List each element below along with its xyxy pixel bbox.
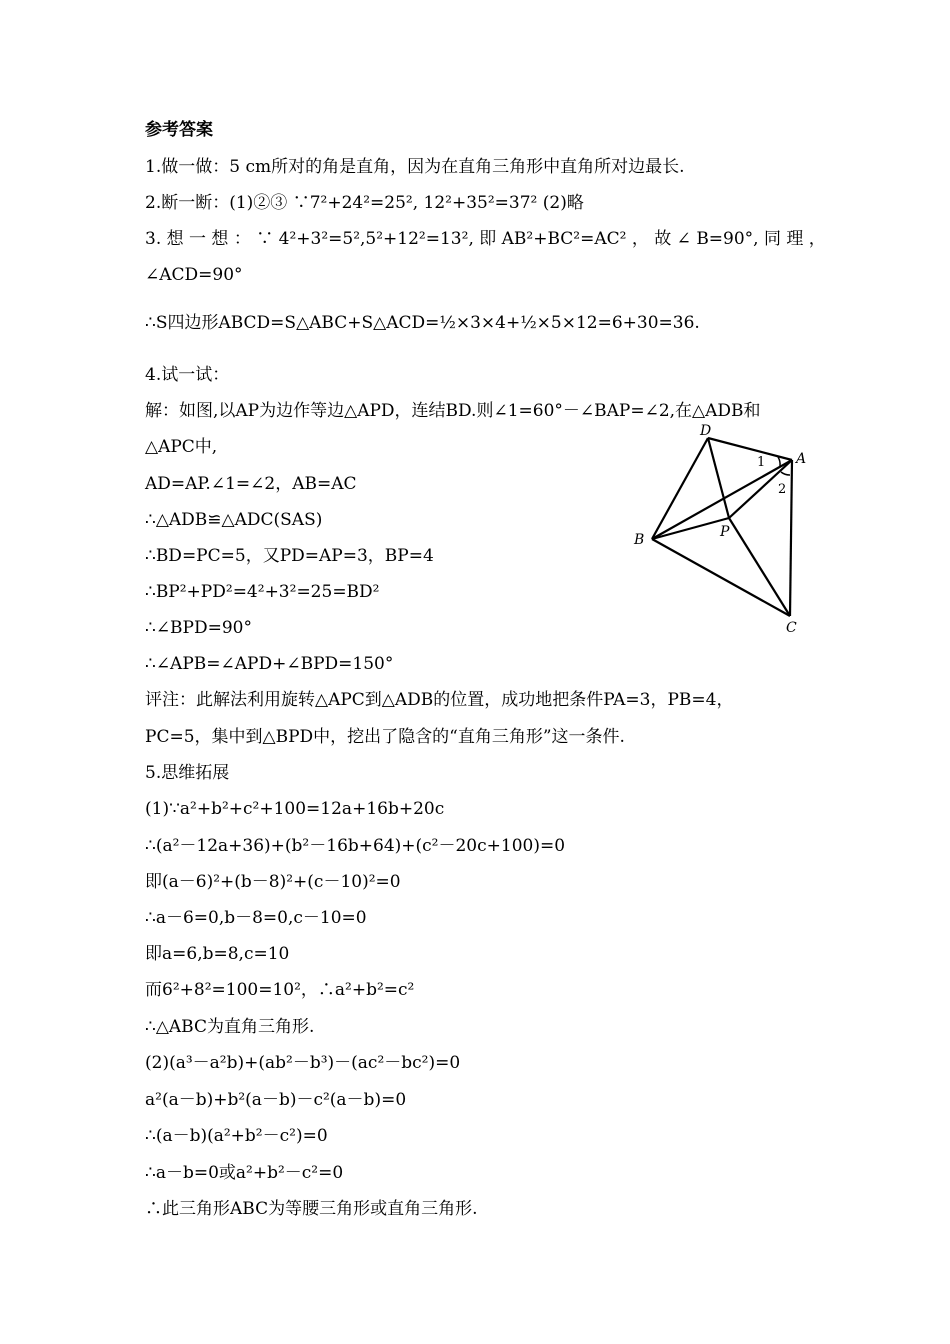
- answer-line-4: ∠ACD=90°: [145, 265, 243, 285]
- label-C: C: [786, 620, 797, 636]
- answer-line-21: ∴a－6=0,b－8=0,c－10=0: [145, 908, 367, 928]
- answer-line-18: (1)∵a²+b²+c²+100=12a+16b+20c: [145, 799, 445, 819]
- answer-line-16: PC=5，集中到△BPD中，挖出了隐含的“直角三角形”这一条件.: [145, 727, 625, 747]
- answer-line-9: AD=AP.∠1=∠2，AB=AC: [145, 474, 357, 494]
- answer-line-11: ∴BD=PC=5，又PD=AP=3，BP=4: [145, 546, 434, 566]
- answer-line-1: 1.做一做：5 cm所对的角是直角，因为在直角三角形中直角所对边最长.: [145, 157, 685, 177]
- answer-line-8: △APC中,: [145, 437, 218, 457]
- label-A: A: [796, 451, 807, 467]
- label-D: D: [700, 423, 712, 439]
- answer-line-29: ∴此三角形ABC为等腰三角形或直角三角形.: [145, 1199, 478, 1219]
- answer-line-27: ∴(a－b)(a²+b²－c²)=0: [145, 1126, 328, 1146]
- answer-line-7: 解：如图,以AP为边作等边△APD，连结BD.则∠1=60°－∠BAP=∠2,在△ADB和: [145, 401, 761, 421]
- answer-line-26: a²(a－b)+b²(a－b)－c²(a－b)=0: [145, 1090, 407, 1110]
- answer-line-2: 2.断一断：(1)②③ ∵7²+24²=25², 12²+35²=37² (2)略: [145, 193, 584, 213]
- answer-line-15: 评注：此解法利用旋转△APC到△ADB的位置，成功地把条件PA=3，PB=4，: [145, 690, 734, 710]
- answer-line-28: ∴a－b=0或a²+b²－c²=0: [145, 1163, 344, 1183]
- answer-line-12: ∴BP²+PD²=4²+3²=25=BD²: [145, 582, 380, 602]
- answer-line-20: 即(a－6)²+(b－8)²+(c－10)²=0: [145, 872, 401, 892]
- answer-line-6: 4.试一试：: [145, 365, 230, 385]
- answer-line-22: 即a=6,b=8,c=10: [145, 944, 290, 964]
- answer-line-25: (2)(a³－a²b)+(ab²－b³)－(ac²－bc²)=0: [145, 1053, 461, 1073]
- answer-line-5: ∴S四边形ABCD=S△ABC+S△ACD=½×3×4+½×5×12=6+30=36.: [145, 313, 700, 333]
- answer-heading: 参考答案: [145, 120, 213, 140]
- geometry-diagram: [628, 420, 818, 640]
- angle-label-2: 2: [778, 482, 787, 497]
- angle-label-1: 1: [757, 455, 766, 470]
- label-B: B: [634, 532, 645, 548]
- answer-line-19: ∴(a²－12a+36)+(b²－16b+64)+(c²－20c+100)=0: [145, 836, 566, 856]
- answer-line-13: ∴∠BPD=90°: [145, 618, 252, 638]
- geometry-figure: [628, 420, 818, 640]
- answer-line-23: 而6²+8²=100=10²，∴a²+b²=c²: [145, 980, 415, 1000]
- answer-line-17: 5.思维拓展: [145, 763, 230, 783]
- answer-line-10: ∴△ADB≌△ADC(SAS): [145, 510, 323, 530]
- answer-line-3: 3. 想 一 想 ： ∵ 4²+3²=5²,5²+12²=13², 即 AB²+BC²=AC² ， 故 ∠ B=90°, 同 理 ，: [145, 229, 826, 249]
- answer-line-24: ∴△ABC为直角三角形.: [145, 1017, 315, 1037]
- answer-line-14: ∴∠APB=∠APD+∠BPD=150°: [145, 654, 394, 674]
- label-P: P: [720, 524, 730, 540]
